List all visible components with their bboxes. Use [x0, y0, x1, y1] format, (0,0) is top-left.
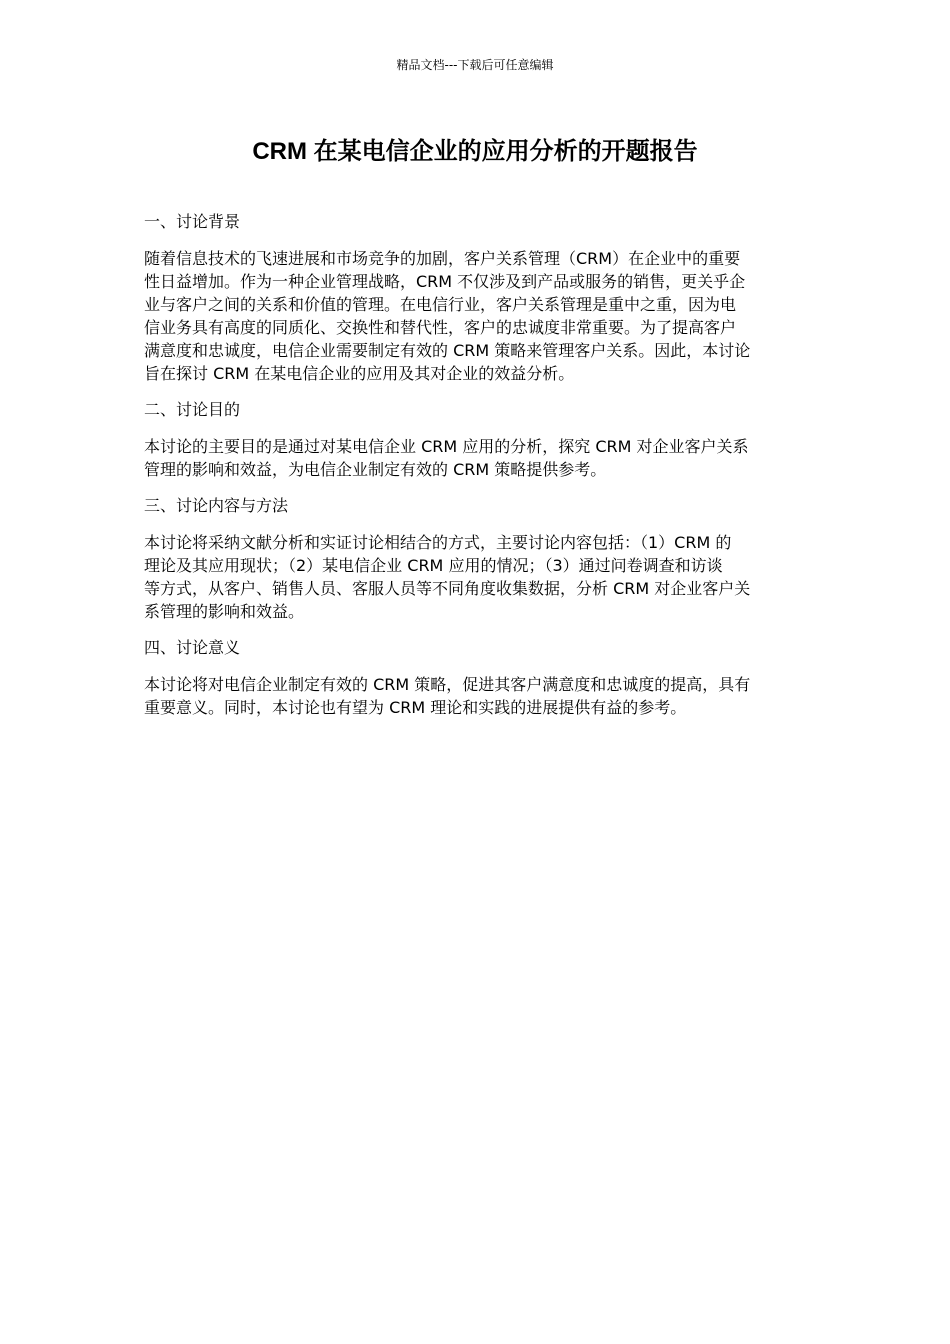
paragraph-line: 系管理的影响和效益。 [144, 602, 305, 621]
section-purpose [144, 398, 808, 481]
section-content-methods [144, 494, 808, 623]
paragraph-line: 等方式，从客户、销售人员、客服人员等不同角度收集数据，分析 CRM 对企业客户关 [144, 579, 751, 598]
paragraph-line: 信业务具有高度的同质化、交换性和替代性，客户的忠诚度非常重要。为了提高客户 [144, 318, 737, 337]
paragraph-line: 旨在探讨 CRM 在某电信企业的应用及其对企业的效益分析。 [144, 364, 575, 383]
paragraph-line: 本讨论将采纳文献分析和实证讨论相结合的方式，主要讨论内容包括：（1）CRM 的 [144, 533, 732, 552]
paragraph-line: 重要意义。同时，本讨论也有望为 CRM 理论和实践的进展提供有益的参考。 [144, 698, 687, 717]
paragraph-line: 本讨论的主要目的是通过对某电信企业 CRM 应用的分析，探究 CRM 对企业客户关系 [144, 437, 749, 456]
paragraph-line: 理论及其应用现状；（2）某电信企业 CRM 应用的情况；（3）通过问卷调查和访谈 [144, 556, 723, 575]
section-significance [144, 636, 808, 719]
section-paragraph [144, 435, 808, 481]
section-paragraph [144, 247, 808, 385]
section-paragraph [144, 531, 808, 623]
section-heading: 一、讨论背景 [144, 212, 241, 231]
paragraph-line: 本讨论将对电信企业制定有效的 CRM 策略，促进其客户满意度和忠诚度的提高，具有 [144, 675, 751, 694]
section-heading: 三、讨论内容与方法 [144, 496, 289, 515]
paragraph-line: 性日益增加。作为一种企业管理战略，CRM 不仅涉及到产品或服务的销售，更关乎企 [144, 272, 746, 291]
section-heading: 二、讨论目的 [144, 400, 241, 419]
document-title: CRM 在某电信企业的应用分析的开题报告 [252, 138, 698, 165]
paragraph-line: 业与客户之间的关系和价值的管理。在电信行业，客户关系管理是重中之重，因为电 [144, 295, 737, 314]
paragraph-line: 管理的影响和效益，为电信企业制定有效的 CRM 策略提供参考。 [144, 460, 607, 479]
document-body [144, 210, 808, 732]
paragraph-line: 随着信息技术的飞速进展和市场竞争的加剧，客户关系管理（CRM）在企业中的重要 [144, 249, 741, 268]
section-heading: 四、讨论意义 [144, 638, 241, 657]
section-paragraph [144, 673, 808, 719]
paragraph-line: 满意度和忠诚度，电信企业需要制定有效的 CRM 策略来管理客户关系。因此，本讨论 [144, 341, 751, 360]
section-background [144, 210, 808, 385]
header-note: 精品文档---下载后可任意编辑 [396, 58, 554, 72]
